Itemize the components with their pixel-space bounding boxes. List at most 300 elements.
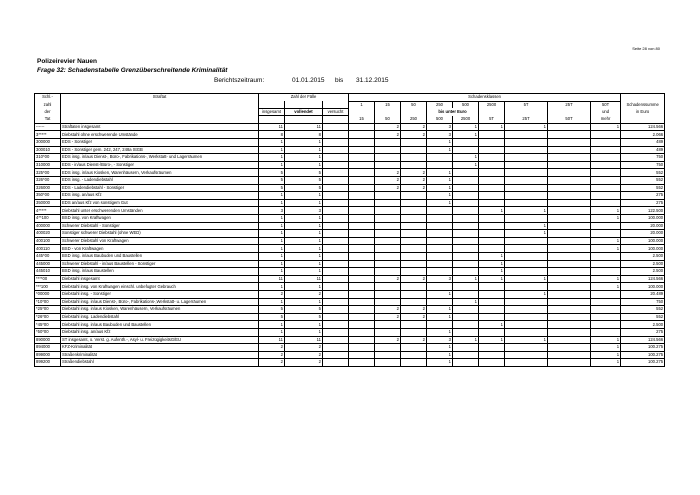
page-number: Seite 28 von 80 — [632, 46, 660, 51]
row-summe: 750 — [621, 154, 665, 162]
row-class-3: 3 — [427, 131, 453, 139]
row-class-7 — [548, 306, 591, 314]
row-insgesamt: 11 — [259, 123, 285, 131]
row-label: Diebstahl ohne erschwerende Umstände — [61, 131, 259, 139]
row-class-4 — [453, 139, 479, 147]
report-title: Polizeirevier Nauen — [37, 58, 97, 65]
row-summe: 2.500 — [621, 252, 665, 260]
table-row — [35, 298, 665, 306]
row-summe: 124.566 — [621, 275, 665, 283]
row-class-4 — [453, 290, 479, 298]
row-label: Diebstahl insg. - Sonstiger — [61, 290, 259, 298]
row-class-8: 1 — [591, 344, 621, 352]
row-summe: 2.500 — [621, 260, 665, 268]
row-insgesamt: 1 — [259, 237, 285, 245]
table-row — [35, 321, 665, 329]
report-subtitle: Frage 32: Schadenstabelle Grenzüberschreitende Kriminalität — [37, 67, 228, 74]
row-versucht — [323, 199, 349, 207]
row-label: BSD insg. in/aus Baustellen — [61, 268, 259, 276]
row-class-3 — [427, 230, 453, 238]
row-class-4 — [453, 351, 479, 359]
row-vollendet: 1 — [285, 245, 323, 253]
row-vollendet: 1 — [285, 268, 323, 276]
table-row — [35, 215, 665, 223]
row-class-7 — [548, 146, 591, 154]
row-label: ST insgesamt, o. Verst. g. Aufenth.-, Asyl- u. FreizügigkeitsG/EU — [61, 336, 259, 344]
row-class-6: 1 — [505, 222, 548, 230]
row-class-3: 3 — [427, 275, 453, 283]
period-separator: bis — [335, 77, 344, 84]
row-class-6: 1 — [505, 123, 548, 131]
row-class-3 — [427, 161, 453, 169]
table-row — [35, 222, 665, 230]
row-versucht — [323, 192, 349, 200]
col-schadensklassen: Schadensklassen — [349, 94, 621, 102]
row-vollendet: 5 — [285, 184, 323, 192]
row-class-5 — [479, 344, 505, 352]
row-class-6 — [505, 237, 548, 245]
row-class-3 — [427, 154, 453, 162]
row-insgesamt: 1 — [259, 161, 285, 169]
row-code: 445*00 — [35, 252, 61, 260]
row-class-2 — [401, 359, 427, 367]
row-class-7 — [548, 359, 591, 367]
row-class-8: 1 — [591, 359, 621, 367]
row-versucht — [323, 306, 349, 314]
row-class-8 — [591, 328, 621, 336]
period-to: 31.12.2015 — [356, 77, 389, 84]
row-summe: 552 — [621, 177, 665, 185]
row-class-0 — [349, 359, 375, 367]
row-label: EDS insg. - Ladendiebstahl — [61, 177, 259, 185]
row-class-6 — [505, 298, 548, 306]
row-label: Diebstahl insg. Ladendiebstahl — [61, 313, 259, 321]
row-class-8 — [591, 252, 621, 260]
table-row — [35, 306, 665, 314]
row-class-7 — [548, 169, 591, 177]
row-class-1 — [375, 359, 401, 367]
row-summe: 100.275 — [621, 351, 665, 359]
row-class-8 — [591, 199, 621, 207]
row-class-6 — [505, 283, 548, 291]
row-class-1: 2 — [375, 275, 401, 283]
row-class-8 — [591, 154, 621, 162]
row-versucht — [323, 237, 349, 245]
row-label: KFZ-Kriminalität — [61, 344, 259, 352]
row-code: ------ — [35, 123, 61, 131]
row-class-1 — [375, 207, 401, 215]
row-class-4 — [453, 283, 479, 291]
row-class-5 — [479, 154, 505, 162]
row-versucht — [323, 154, 349, 162]
row-class-7 — [548, 298, 591, 306]
row-class-4 — [453, 306, 479, 314]
table-row — [35, 275, 665, 283]
row-class-4 — [453, 146, 479, 154]
row-class-0 — [349, 336, 375, 344]
row-class-1 — [375, 344, 401, 352]
row-class-7 — [548, 344, 591, 352]
row-code: 300000 — [35, 139, 61, 147]
row-label: EDS - Ladendiebstahl - Sonstiger — [61, 184, 259, 192]
row-class-0 — [349, 321, 375, 329]
row-class-8: 1 — [591, 237, 621, 245]
row-class-2 — [401, 230, 427, 238]
row-class-2 — [401, 154, 427, 162]
row-class-0 — [349, 252, 375, 260]
row-class-7 — [548, 154, 591, 162]
row-code: 899200 — [35, 359, 61, 367]
row-class-0 — [349, 290, 375, 298]
row-class-7 — [548, 252, 591, 260]
row-vollendet: 1 — [285, 192, 323, 200]
row-versucht — [323, 344, 349, 352]
row-class-8 — [591, 146, 621, 154]
row-class-3: 1 — [427, 146, 453, 154]
row-class-2 — [401, 298, 427, 306]
row-summe: 124.566 — [621, 123, 665, 131]
row-class-5 — [479, 184, 505, 192]
row-class-3 — [427, 283, 453, 291]
row-code: *00000 — [35, 290, 61, 298]
row-class-4 — [453, 237, 479, 245]
table-row — [35, 161, 665, 169]
row-class-3: 1 — [427, 351, 453, 359]
row-class-1 — [375, 260, 401, 268]
row-class-1 — [375, 283, 401, 291]
damage-table-body — [35, 123, 665, 366]
row-label: Diebstahl insgesamt — [61, 275, 259, 283]
row-class-2 — [401, 237, 427, 245]
row-class-1: 2 — [375, 131, 401, 139]
row-code: ****00 — [35, 275, 61, 283]
row-class-8: 1 — [591, 207, 621, 215]
row-code: 350*00 — [35, 192, 61, 200]
row-insgesamt: 1 — [259, 154, 285, 162]
row-class-6 — [505, 139, 548, 147]
row-class-6 — [505, 215, 548, 223]
row-label: Schwerer Diebstahl von Kraftwagen — [61, 237, 259, 245]
row-summe: 552 — [621, 169, 665, 177]
row-class-6 — [505, 260, 548, 268]
row-vollendet: 1 — [285, 328, 323, 336]
row-class-7 — [548, 245, 591, 253]
table-row — [35, 192, 665, 200]
row-code: 899000 — [35, 351, 61, 359]
row-class-4: 1 — [453, 154, 479, 162]
row-class-3: 1 — [427, 199, 453, 207]
damage-table: Schl.- Straftat Zahl der Fälle Schadensklassen zahl 1 15 50 250 500 2500 5T 25T 50T Schadenssumme der insgesamt vollendet versucht bis unter Euro und in Euro Tat 15 50 250 500 2500 5T 25T 50T mehr ------ Straftaten insgesamt 11 11 2 2 3 1 1 1 1 124.566 3***** Diebstahl ohne erschwerende Umstände 8 8 2 2 3 1 2.066 300000 EDS - Sonstiger 1 1 1 489 300010 EDS - Sonstiger gem. 242, 247, 248a StGB 1 1 1 489 310*00 EDS insg. in/aus Dienst-, Büro-, Fabrikations-, Werkstatt- und Lagerräumen 1 1 1 750 310000 EDS - in/aus Dienst-/Büro-, - Sonstiger 1 1 1 750 325*00 EDS insg. in/aus Kiosken, Warenhäusern, Verkaufsräumen 5 5 2 2 1 552 326*00 EDS insg. - Ladendiebstahl 5 5 2 2 1 552 326000 EDS - Ladendiebstahl - Sonstiger 5 5 2 2 1 552 350*00 EDS insg. an/aus Kfz 1 1 1 275 350000 EDS an/aus Kfz von sonstigem Gut 1 1 1 275 4***** Diebstahl unter erschwerenden Umständen 3 3 1 1 1 122.500 4**100 BSD insg. von Kraftwagen 1 1 1 100.000 400000 Schwerer Diebstahl - Sonstiger 1 1 1 20.000 400020 Sonstiger schwerer Diebstahl (ohne WED) 1 1 1 20.000 400100 Schwerer Diebstahl von Kraftwagen 1 1 1 100.000 400110 BSD - von Kraftwagen 1 1 1 100.000 445*00 BSD insg. in/aus Baubuden und Baustellen 1 1 1 2.500 445000 Schwerer Diebstahl - in/aus Baustellen - Sonstiger 1 1 1 2.500 445010 BSD insg. in/aus Baustellen 1 1 1 2.500 ****00 Diebstahl insgesamt 11 11 2 2 3 1 1 1 1 124.566 ***100 Diebstahl insg. von Kraftwagen einschl. unbefugter Gebrauch 1 1 1 100.000 *00000 Diebstahl insg. - Sonstiger 2 2 1 1 20.489 *10*00 Diebstahl insg. in/aus Dienst-, Büro-, Fabrikations-,Werkstatt- u. Lagerräumen 1 1 1 750 *25*00 Diebstahl insg. in/aus Kiosken, Warenhäusern, Verkaufsräumen 5 5 2 2 1 552 *26*00 Diebstahl insg. Ladendiebstahl 5 5 2 2 1 552 *45*00 Diebstahl insg. in/aus Baubuden und Baustellen 1 1 1 2.500 *50*00 Diebstahl insg. an/aus Kfz 1 1 1 275 890000 ST insgesamt, o. Verst. g. Aufenth.-, Asyl- u. FreizügigkeitsG/EU 11 11 2 2 3 1 1 1 1 124.566 894000 KFZ-Kriminalität 2 2 1 1 100.275 899000 Straßenkriminalität 2 2 1 1 100.275 899200 Straßendiebstahl 2 2 1 1 100.275 — [36, 94, 664, 365]
row-class-6 — [505, 169, 548, 177]
row-class-5 — [479, 237, 505, 245]
row-summe: 124.566 — [621, 336, 665, 344]
row-insgesamt: 1 — [259, 245, 285, 253]
table-row — [35, 290, 665, 298]
row-class-6 — [505, 184, 548, 192]
row-class-7 — [548, 131, 591, 139]
row-class-5 — [479, 230, 505, 238]
row-class-5 — [479, 359, 505, 367]
row-versucht — [323, 275, 349, 283]
table-row — [35, 351, 665, 359]
row-class-3 — [427, 207, 453, 215]
row-code: 310000 — [35, 161, 61, 169]
row-code: 894000 — [35, 344, 61, 352]
row-class-2 — [401, 252, 427, 260]
row-class-6 — [505, 154, 548, 162]
row-versucht — [323, 123, 349, 131]
row-class-1: 2 — [375, 313, 401, 321]
row-class-4: 1 — [453, 336, 479, 344]
row-label: Straßendiebstahl — [61, 359, 259, 367]
row-class-5 — [479, 351, 505, 359]
row-code: ***100 — [35, 283, 61, 291]
row-insgesamt: 1 — [259, 230, 285, 238]
row-class-6 — [505, 192, 548, 200]
row-summe: 100.000 — [621, 283, 665, 291]
row-class-8 — [591, 260, 621, 268]
row-class-2 — [401, 268, 427, 276]
row-class-1 — [375, 351, 401, 359]
table-row — [35, 268, 665, 276]
row-class-6 — [505, 344, 548, 352]
row-class-0 — [349, 199, 375, 207]
row-class-2 — [401, 344, 427, 352]
row-class-3 — [427, 245, 453, 253]
row-class-2: 2 — [401, 313, 427, 321]
row-label: Sonstiger schwerer Diebstahl (ohne WED) — [61, 230, 259, 238]
table-row — [35, 328, 665, 336]
row-class-1: 2 — [375, 169, 401, 177]
row-insgesamt: 1 — [259, 146, 285, 154]
row-class-4 — [453, 260, 479, 268]
row-label: Straßenkriminalität — [61, 351, 259, 359]
row-insgesamt: 1 — [259, 139, 285, 147]
row-class-7 — [548, 351, 591, 359]
row-summe: 552 — [621, 184, 665, 192]
row-label: Schwerer Diebstahl - in/aus Baustellen - Sonstiger — [61, 260, 259, 268]
row-insgesamt: 1 — [259, 328, 285, 336]
row-class-7 — [548, 123, 591, 131]
row-insgesamt: 5 — [259, 313, 285, 321]
row-class-4: 1 — [453, 131, 479, 139]
row-class-8: 1 — [591, 336, 621, 344]
row-code: 890000 — [35, 336, 61, 344]
table-row — [35, 336, 665, 344]
row-versucht — [323, 230, 349, 238]
row-label: EDS - Sonstiger — [61, 139, 259, 147]
row-insgesamt: 5 — [259, 169, 285, 177]
row-label: EDS - Sonstiger gem. 242, 247, 248a StGB — [61, 146, 259, 154]
row-insgesamt: 11 — [259, 336, 285, 344]
row-summe: 552 — [621, 313, 665, 321]
row-class-7 — [548, 260, 591, 268]
row-class-0 — [349, 192, 375, 200]
row-vollendet: 1 — [285, 154, 323, 162]
row-class-6 — [505, 268, 548, 276]
row-vollendet: 11 — [285, 336, 323, 344]
row-insgesamt: 1 — [259, 268, 285, 276]
row-class-0 — [349, 260, 375, 268]
row-class-7 — [548, 215, 591, 223]
row-vollendet: 1 — [285, 252, 323, 260]
row-class-8 — [591, 169, 621, 177]
row-class-1 — [375, 192, 401, 200]
row-label: Schwerer Diebstahl - Sonstiger — [61, 222, 259, 230]
row-code: 400110 — [35, 245, 61, 253]
row-insgesamt: 8 — [259, 131, 285, 139]
table-row — [35, 146, 665, 154]
row-vollendet: 5 — [285, 306, 323, 314]
row-class-4 — [453, 199, 479, 207]
row-class-7 — [548, 161, 591, 169]
table-row — [35, 199, 665, 207]
row-class-5 — [479, 283, 505, 291]
row-code: 3***** — [35, 131, 61, 139]
row-class-3: 3 — [427, 336, 453, 344]
row-class-4 — [453, 207, 479, 215]
row-class-6 — [505, 199, 548, 207]
row-versucht — [323, 215, 349, 223]
row-class-6 — [505, 245, 548, 253]
row-class-5 — [479, 222, 505, 230]
row-class-7 — [548, 230, 591, 238]
row-class-5 — [479, 328, 505, 336]
row-vollendet: 5 — [285, 177, 323, 185]
row-versucht — [323, 298, 349, 306]
row-label: Straftaten insgesamt — [61, 123, 259, 131]
row-class-7 — [548, 177, 591, 185]
row-vollendet: 2 — [285, 351, 323, 359]
row-class-6: 1 — [505, 275, 548, 283]
row-class-2 — [401, 139, 427, 147]
row-label: Diebstahl insg. in/aus Dienst-, Büro-, Fabrikations-,Werkstatt- u. Lagerräumen — [61, 298, 259, 306]
row-class-8: 1 — [591, 275, 621, 283]
row-code: 445010 — [35, 268, 61, 276]
row-class-6 — [505, 321, 548, 329]
row-versucht — [323, 146, 349, 154]
row-vollendet: 8 — [285, 131, 323, 139]
row-code: *45*00 — [35, 321, 61, 329]
row-class-0 — [349, 298, 375, 306]
row-class-7 — [548, 336, 591, 344]
row-class-1 — [375, 139, 401, 147]
row-insgesamt: 5 — [259, 177, 285, 185]
row-class-0 — [349, 207, 375, 215]
row-class-4 — [453, 313, 479, 321]
row-class-6: 1 — [505, 336, 548, 344]
row-insgesamt: 2 — [259, 351, 285, 359]
row-class-0 — [349, 146, 375, 154]
row-class-3: 1 — [427, 328, 453, 336]
row-class-1 — [375, 252, 401, 260]
row-class-0 — [349, 161, 375, 169]
table-row — [35, 177, 665, 185]
row-class-6 — [505, 359, 548, 367]
row-summe: 275 — [621, 192, 665, 200]
row-class-8 — [591, 268, 621, 276]
row-class-2: 2 — [401, 123, 427, 131]
row-class-4 — [453, 268, 479, 276]
row-insgesamt: 1 — [259, 260, 285, 268]
row-class-8 — [591, 290, 621, 298]
row-summe: 100.000 — [621, 215, 665, 223]
row-class-8 — [591, 131, 621, 139]
row-class-6 — [505, 306, 548, 314]
table-row — [35, 245, 665, 253]
row-versucht — [323, 184, 349, 192]
row-class-6: 1 — [505, 207, 548, 215]
row-versucht — [323, 131, 349, 139]
row-class-5 — [479, 306, 505, 314]
row-class-3 — [427, 268, 453, 276]
row-class-1 — [375, 215, 401, 223]
row-class-8: 1 — [591, 123, 621, 131]
row-code: 300010 — [35, 146, 61, 154]
row-versucht — [323, 177, 349, 185]
row-vollendet: 1 — [285, 283, 323, 291]
row-code: *25*00 — [35, 306, 61, 314]
row-class-0 — [349, 169, 375, 177]
table-row — [35, 169, 665, 177]
row-class-8 — [591, 306, 621, 314]
row-class-0 — [349, 237, 375, 245]
col-faelle: Zahl der Fälle — [259, 94, 349, 102]
row-class-6: 1 — [505, 290, 548, 298]
row-versucht — [323, 268, 349, 276]
row-class-0 — [349, 344, 375, 352]
table-row — [35, 230, 665, 238]
row-class-2 — [401, 161, 427, 169]
row-class-8 — [591, 161, 621, 169]
row-versucht — [323, 313, 349, 321]
row-class-0 — [349, 230, 375, 238]
row-vollendet: 3 — [285, 207, 323, 215]
row-code: 400020 — [35, 230, 61, 238]
row-class-2 — [401, 199, 427, 207]
table-row — [35, 131, 665, 139]
row-versucht — [323, 321, 349, 329]
row-class-2 — [401, 192, 427, 200]
row-class-5 — [479, 298, 505, 306]
row-class-5 — [479, 169, 505, 177]
row-vollendet: 1 — [285, 222, 323, 230]
row-class-0 — [349, 351, 375, 359]
row-class-7 — [548, 275, 591, 283]
row-class-3: 1 — [427, 177, 453, 185]
row-summe: 552 — [621, 306, 665, 314]
row-class-6: 1 — [505, 230, 548, 238]
row-code: *26*00 — [35, 313, 61, 321]
row-vollendet: 1 — [285, 215, 323, 223]
row-class-5 — [479, 215, 505, 223]
row-class-1 — [375, 298, 401, 306]
row-insgesamt: 1 — [259, 298, 285, 306]
row-class-3: 1 — [427, 169, 453, 177]
row-class-5 — [479, 245, 505, 253]
row-class-3 — [427, 215, 453, 223]
row-class-1 — [375, 245, 401, 253]
row-class-3: 1 — [427, 184, 453, 192]
row-summe: 20.000 — [621, 230, 665, 238]
row-versucht — [323, 169, 349, 177]
row-class-4 — [453, 344, 479, 352]
row-class-5: 1 — [479, 207, 505, 215]
period-label: Berichtszeitraum: — [214, 77, 265, 84]
table-row — [35, 237, 665, 245]
row-class-1 — [375, 321, 401, 329]
row-class-1 — [375, 222, 401, 230]
